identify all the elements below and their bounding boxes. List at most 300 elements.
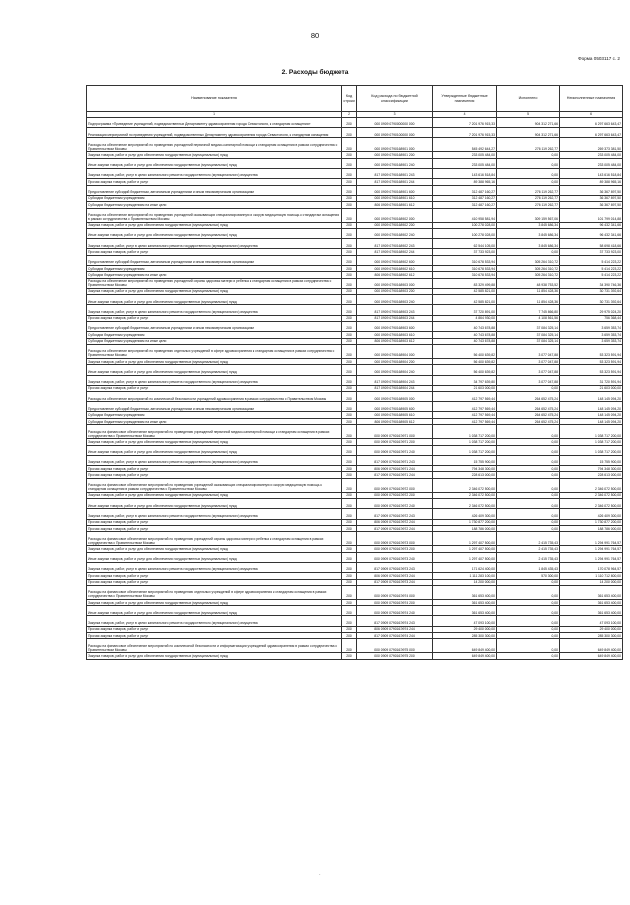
row-executed-cell: 276 119 262,77 — [497, 138, 560, 152]
row-line-code-cell: 200 — [342, 606, 357, 616]
row-approved-cell: 1 297 407 500,00 — [433, 552, 497, 562]
col-header-budget-code: Код расхода по бюджетной классификации — [357, 86, 433, 112]
row-budget-code-cell: 806 0909 079016Э973 244 — [357, 573, 433, 579]
row-budget-code-cell: 000 0909 0790168901 240 — [357, 158, 433, 168]
row-budget-code-cell: 806 0909 0790168901 612 — [357, 202, 433, 208]
col-header-unexecuted: Неисполненные назначения — [560, 86, 623, 112]
table-row — [87, 365, 623, 375]
row-approved-cell: 42 585 821,00 — [433, 295, 497, 305]
row-line-code-cell: 200 — [342, 402, 357, 412]
row-unexecuted-cell: 794 348 300,00 — [560, 466, 623, 472]
row-line-code-cell: 200 — [342, 228, 357, 238]
row-line-code-cell: 200 — [342, 455, 357, 465]
row-approved-cell: 7 201 976 915,33 — [433, 128, 497, 138]
row-approved-cell: 62 544 105,00 — [433, 239, 497, 249]
row-line-code-cell: 200 — [342, 585, 357, 599]
row-name-cell: Иные закупки товаров, работ и услуг для обеспечения государственных (муниципальных) нужд — [87, 228, 342, 238]
table-row — [87, 402, 623, 412]
row-line-code-cell: 200 — [342, 179, 357, 185]
row-budget-code-cell: 000 0909 079016Э971 000 — [357, 425, 433, 439]
row-name-cell: Прочая закупка товаров, работ и услуг — [87, 633, 342, 639]
row-budget-code-cell: 817 0909 0790168901 244 — [357, 179, 433, 185]
row-unexecuted-cell: 361 653 400,00 — [560, 599, 623, 605]
row-name-cell: Прочая закупка товаров, работ и услуг — [87, 519, 342, 525]
row-name-cell: Прочая закупка товаров, работ и услуг — [87, 579, 342, 585]
row-approved-cell: 83 329 499,88 — [433, 278, 497, 288]
row-budget-code-cell: 000 0909 079016Э974 200 — [357, 599, 433, 605]
row-name-cell: Прочая закупка товаров, работ и услуг — [87, 315, 342, 321]
row-line-code-cell: 200 — [342, 338, 357, 344]
row-budget-code-cell: 000 0909 079016Э975 200 — [357, 653, 433, 659]
row-approved-cell: 171 624 400,00 — [433, 562, 497, 572]
row-line-code-cell: 200 — [342, 321, 357, 331]
row-executed-cell: 0,00 — [497, 519, 560, 525]
row-line-code-cell: 200 — [342, 599, 357, 605]
row-executed-cell: 0,00 — [497, 385, 560, 391]
row-executed-cell: 0,00 — [497, 606, 560, 616]
row-executed-cell: 0,00 — [497, 639, 560, 653]
row-budget-code-cell: 000 0909 0790168904 200 — [357, 358, 433, 364]
row-approved-cell: 14 200 000,00 — [433, 579, 497, 585]
row-budget-code-cell: 817 0909 079016Э971 243 — [357, 455, 433, 465]
row-name-cell: Закупка товаров, работ, услуг в целях капитального ремонта государственного (муниципального) имущества — [87, 375, 342, 385]
row-executed-cell: 0,00 — [497, 445, 560, 455]
row-budget-code-cell: 817 0909 079016Э972 243 — [357, 509, 433, 519]
table-row — [87, 138, 623, 152]
row-unexecuted-cell: 426 409 300,00 — [560, 509, 623, 519]
table-row — [87, 118, 623, 128]
row-budget-code-cell: 817 0909 0790168902 244 — [357, 249, 433, 255]
row-line-code-cell: 200 — [342, 295, 357, 305]
row-line-code-cell: 200 — [342, 425, 357, 439]
row-executed-cell: 37 084 325,14 — [497, 332, 560, 338]
row-budget-code-cell: 000 0909 079016Э972 240 — [357, 499, 433, 509]
row-executed-cell: 0,00 — [497, 179, 560, 185]
row-approved-cell: 42 585 821,00 — [433, 288, 497, 294]
row-unexecuted-cell: 6 297 663 643,47 — [560, 128, 623, 138]
row-approved-cell: 361 653 400,00 — [433, 585, 497, 599]
row-executed-cell: 0,00 — [497, 499, 560, 509]
table-header-row — [87, 86, 623, 112]
table-row — [87, 552, 623, 562]
row-line-code-cell: 200 — [342, 573, 357, 579]
row-budget-code-cell: 000 0909 0790168902 000 — [357, 208, 433, 222]
row-name-cell: Расходы на обеспечение мероприятий по приведению учреждений первичной медико-санитарной помощи к стандартам оснащения в рамках сотрудничества с Правительством Москвы — [87, 138, 342, 152]
row-approved-cell: 21 603 000,00 — [433, 385, 497, 391]
row-budget-code-cell: 000 0909 0790168903 240 — [357, 295, 433, 305]
row-approved-cell: 312 487 160,27 — [433, 185, 497, 195]
table-row — [87, 128, 623, 138]
row-executed-cell: 0,00 — [497, 425, 560, 439]
row-line-code-cell: 200 — [342, 185, 357, 195]
row-unexecuted-cell: 15 755 900,00 — [560, 455, 623, 465]
row-executed-cell: 0,00 — [497, 579, 560, 585]
row-line-code-cell: 200 — [342, 392, 357, 402]
row-executed-cell: 3 845 686,34 — [497, 228, 560, 238]
row-name-cell: Предоставление субсидий бюджетным, автономным учреждениям и иным некоммерческим организациям — [87, 321, 342, 331]
row-line-code-cell: 200 — [342, 128, 357, 138]
row-line-code-cell: 200 — [342, 546, 357, 552]
row-unexecuted-cell: 148 145 094,20 — [560, 418, 623, 424]
row-executed-cell: 0,00 — [497, 492, 560, 498]
row-approved-cell: 410 958 581,94 — [433, 208, 497, 222]
row-unexecuted-cell: 1 110 712 800,00 — [560, 573, 623, 579]
row-budget-code-cell: 000 0909 079016Э971 200 — [357, 439, 433, 445]
row-unexecuted-cell: 89 388 965,16 — [560, 179, 623, 185]
table-row — [87, 425, 623, 439]
row-approved-cell: 56 400 639,82 — [433, 358, 497, 364]
row-unexecuted-cell: 5 414 223,22 — [560, 272, 623, 278]
table-row — [87, 509, 623, 519]
table-row — [87, 499, 623, 509]
row-budget-code-cell: 817 0909 0790168901 243 — [357, 168, 433, 178]
row-unexecuted-cell: 649 849 400,00 — [560, 639, 623, 653]
row-name-cell: Прочая закупка товаров, работ и услуг — [87, 385, 342, 391]
row-unexecuted-cell: 3 659 353,74 — [560, 332, 623, 338]
row-unexecuted-cell: 188 786 000,00 — [560, 525, 623, 531]
table-row — [87, 606, 623, 616]
row-unexecuted-cell: 2 346 072 500,00 — [560, 492, 623, 498]
row-name-cell: Прочая закупка товаров, работ и услуг — [87, 179, 342, 185]
table-row — [87, 616, 623, 626]
row-unexecuted-cell: 29 400 000,00 — [560, 626, 623, 632]
row-budget-code-cell: 817 0909 0790168903 243 — [357, 305, 433, 315]
row-name-cell: Иные закупки товаров, работ и услуг для обеспечения государственных (муниципальных) нужд — [87, 158, 342, 168]
row-name-cell: Субсидии бюджетным учреждениям на иные цели — [87, 202, 342, 208]
row-line-code-cell: 200 — [342, 532, 357, 546]
row-line-code-cell: 200 — [342, 509, 357, 519]
table-row — [87, 478, 623, 492]
row-name-cell: Прочая закупка товаров, работ и услуг — [87, 472, 342, 478]
row-name-cell: Иные закупки товаров, работ и услуг для обеспечения государственных (муниципальных) нужд — [87, 606, 342, 616]
row-approved-cell: 412 797 569,44 — [433, 402, 497, 412]
row-executed-cell: 0,00 — [497, 472, 560, 478]
row-unexecuted-cell: 5 414 223,22 — [560, 265, 623, 271]
col-number: 2 — [342, 112, 357, 118]
row-executed-cell: 4 108 561,56 — [497, 315, 560, 321]
row-approved-cell: 310 678 533,94 — [433, 255, 497, 265]
row-line-code-cell: 200 — [342, 525, 357, 531]
row-unexecuted-cell: 30 731 392,64 — [560, 295, 623, 305]
budget-expenses-table — [86, 85, 623, 660]
row-executed-cell: 0,00 — [497, 585, 560, 599]
row-unexecuted-cell: 3 659 353,74 — [560, 338, 623, 344]
row-executed-cell: 37 084 325,14 — [497, 321, 560, 331]
row-name-cell: Прочая закупка товаров, работ и услуг — [87, 626, 342, 632]
row-line-code-cell: 200 — [342, 492, 357, 498]
row-approved-cell: 2 346 072 500,00 — [433, 492, 497, 498]
row-line-code-cell: 200 — [342, 222, 357, 228]
row-approved-cell: 412 797 569,44 — [433, 418, 497, 424]
row-approved-cell: 426 409 300,00 — [433, 509, 497, 519]
row-line-code-cell: 200 — [342, 365, 357, 375]
row-unexecuted-cell: 1 294 991 764,57 — [560, 546, 623, 552]
row-executed-cell: 0,00 — [497, 525, 560, 531]
table-row — [87, 239, 623, 249]
row-approved-cell: 794 348 300,00 — [433, 466, 497, 472]
row-unexecuted-cell: 53 323 591,94 — [560, 358, 623, 364]
row-executed-cell: 0,00 — [497, 478, 560, 492]
row-approved-cell: 4 864 930,00 — [433, 315, 497, 321]
row-line-code-cell: 200 — [342, 439, 357, 445]
row-executed-cell: 3 077 047,88 — [497, 375, 560, 385]
row-budget-code-cell: 817 0909 0790168902 243 — [357, 239, 433, 249]
row-approved-cell: 1 730 877 200,00 — [433, 519, 497, 525]
scan-mark: · — [319, 872, 321, 878]
col-number: 4 — [433, 112, 497, 118]
row-budget-code-cell: 000 0909 0790100000 000 — [357, 128, 433, 138]
row-unexecuted-cell: 21 603 000,00 — [560, 385, 623, 391]
row-name-cell: Расходы на финансовое обеспечение мероприятий по приведению учреждений первичной медико-санитарной помощи к стандартам оснащения в рамках сотрудничества с Правительством Москвы — [87, 425, 342, 439]
row-line-code-cell: 200 — [342, 315, 357, 321]
row-executed-cell: 3 077 047,88 — [497, 344, 560, 358]
row-approved-cell: 312 487 160,27 — [433, 202, 497, 208]
row-line-code-cell: 200 — [342, 478, 357, 492]
row-executed-cell: 264 652 475,24 — [497, 412, 560, 418]
row-line-code-cell: 200 — [342, 358, 357, 364]
row-executed-cell: 570 300,00 — [497, 573, 560, 579]
table-row — [87, 532, 623, 546]
row-unexecuted-cell: 143 616 518,84 — [560, 168, 623, 178]
row-unexecuted-cell: 3 659 353,74 — [560, 321, 623, 331]
row-line-code-cell: 200 — [342, 412, 357, 418]
row-name-cell: Расходы на финансовое обеспечение мероприятий по приведению отдельных учреждений в сфере здравоохранения к стандартам оснащения в рамках сотрудничества с Правительством Москвы — [87, 585, 342, 599]
row-unexecuted-cell: 228 613 000,00 — [560, 472, 623, 478]
row-budget-code-cell: 000 0909 0790168902 200 — [357, 222, 433, 228]
row-executed-cell: 264 652 475,24 — [497, 392, 560, 402]
row-approved-cell: 285 300 300,00 — [433, 633, 497, 639]
table-row — [87, 455, 623, 465]
row-budget-code-cell: 000 0909 0790168903 600 — [357, 321, 433, 331]
col-number: 5 — [497, 112, 560, 118]
row-unexecuted-cell: 6 297 663 643,47 — [560, 118, 623, 128]
row-unexecuted-cell: 170 078 964,57 — [560, 562, 623, 572]
row-name-cell: Расходы на финансовое обеспечение мероприятий по приведению учреждений оказывающих специализированную и скорую медицинскую помощь к стандартам оснащения в рамках сотрудничества с Правительством Москвы — [87, 478, 342, 492]
table-row — [87, 305, 623, 315]
row-unexecuted-cell: 756 368,44 — [560, 315, 623, 321]
form-code: Форма 0503117 с. 2 — [578, 56, 620, 61]
row-name-cell: Закупка товаров, работ и услуг для обеспечения государственных (муниципальных) нужд — [87, 288, 342, 294]
row-unexecuted-cell: 53 323 591,94 — [560, 344, 623, 358]
row-line-code-cell: 200 — [342, 472, 357, 478]
row-approved-cell: 89 388 965,16 — [433, 179, 497, 185]
row-executed-cell: 2 415 735,43 — [497, 532, 560, 546]
row-unexecuted-cell: 29 975 024,20 — [560, 305, 623, 315]
row-unexecuted-cell: 1 730 877 200,00 — [560, 519, 623, 525]
row-line-code-cell: 200 — [342, 375, 357, 385]
row-name-cell: Закупка товаров, работ, услуг в целях капитального ремонта государственного (муниципального) имущества — [87, 305, 342, 315]
row-approved-cell: 310 678 533,94 — [433, 272, 497, 278]
row-budget-code-cell: 000 0909 0790168903 610 — [357, 332, 433, 338]
row-line-code-cell: 200 — [342, 445, 357, 455]
row-budget-code-cell: 000 0909 0790168901 610 — [357, 195, 433, 201]
row-line-code-cell: 200 — [342, 118, 357, 128]
row-name-cell: Расходы на финансовое обеспечение мероприятий по приведению учреждений охраны здоровья матери и ребенка к стандартам оснащения в рамках сотрудничества с Правительством Москвы — [87, 532, 342, 546]
row-approved-cell: 233 005 484,00 — [433, 152, 497, 158]
row-unexecuted-cell: 96 432 341,66 — [560, 228, 623, 238]
row-approved-cell: 412 797 569,44 — [433, 412, 497, 418]
row-executed-cell: 3 077 047,88 — [497, 365, 560, 375]
row-budget-code-cell: 000 0909 0790168904 000 — [357, 344, 433, 358]
row-name-cell: Субсидии бюджетным учреждениям на иные цели — [87, 418, 342, 424]
row-budget-code-cell: 817 0909 0790168903 244 — [357, 315, 433, 321]
row-approved-cell: 47 093 100,00 — [433, 616, 497, 626]
row-line-code-cell: 200 — [342, 272, 357, 278]
row-name-cell: Расходы на обеспечение мероприятий по приведению отдельных учреждений в сфере здравоохранения к стандартам оснащения в рамках сотрудничества с Правительством Москвы — [87, 344, 342, 358]
row-budget-code-cell: 000 0909 0790168903 000 — [357, 278, 433, 288]
row-unexecuted-cell: 37 733 923,00 — [560, 249, 623, 255]
row-line-code-cell: 200 — [342, 168, 357, 178]
row-executed-cell: 0,00 — [497, 633, 560, 639]
row-name-cell: Прочая закупка товаров, работ и услуг — [87, 525, 342, 531]
row-line-code-cell: 200 — [342, 616, 357, 626]
row-name-cell: Субсидии бюджетным учреждениям — [87, 332, 342, 338]
row-approved-cell: 312 487 160,27 — [433, 195, 497, 201]
row-approved-cell: 188 786 000,00 — [433, 525, 497, 531]
row-line-code-cell: 200 — [342, 255, 357, 265]
row-executed-cell: 48 938 753,52 — [497, 278, 560, 288]
table-row — [87, 185, 623, 195]
row-name-cell: Прочая закупка товаров, работ и услуг — [87, 466, 342, 472]
row-budget-code-cell: 000 0909 0790168901 000 — [357, 138, 433, 152]
row-name-cell: Закупка товаров, работ, услуг в целях капитального ремонта государственного (муниципального) имущества — [87, 562, 342, 572]
row-name-cell: Субсидии бюджетным учреждениям на иные цели — [87, 338, 342, 344]
row-budget-code-cell: 000 0909 0790168902 610 — [357, 265, 433, 271]
row-line-code-cell: 200 — [342, 385, 357, 391]
row-executed-cell: 276 119 262,77 — [497, 195, 560, 201]
row-unexecuted-cell: 649 849 400,00 — [560, 653, 623, 659]
row-budget-code-cell: 000 0909 079016Э972 000 — [357, 478, 433, 492]
row-unexecuted-cell: 36 367 897,50 — [560, 202, 623, 208]
row-approved-cell: 40 743 678,88 — [433, 338, 497, 344]
row-line-code-cell: 200 — [342, 499, 357, 509]
table-row — [87, 653, 623, 659]
row-name-cell: Прочая закупка товаров, работ и услуг — [87, 249, 342, 255]
row-line-code-cell: 200 — [342, 418, 357, 424]
row-budget-code-cell: 806 0909 079016Э974 244 — [357, 626, 433, 632]
table-row — [87, 445, 623, 455]
row-name-cell: Иные закупки товаров, работ и услуг для обеспечения государственных (муниципальных) нужд — [87, 499, 342, 509]
row-budget-code-cell: 817 0909 079016Э971 244 — [357, 472, 433, 478]
row-name-cell: Реализация мероприятий по приведению учреждений, подведомственных Департаменту здравоохранения города Севастополя, к стандартам оснащения — [87, 128, 342, 138]
col-header-executed: Исполнено — [497, 86, 560, 112]
row-executed-cell: 3 845 686,34 — [497, 239, 560, 249]
row-executed-cell: 1 845 435,43 — [497, 562, 560, 572]
row-executed-cell: 3 077 047,88 — [497, 358, 560, 364]
row-unexecuted-cell: 233 005 484,00 — [560, 152, 623, 158]
row-line-code-cell: 200 — [342, 579, 357, 585]
row-line-code-cell: 200 — [342, 562, 357, 572]
row-line-code-cell: 200 — [342, 332, 357, 338]
row-name-cell: Закупка товаров, работ и услуг для обеспечения государственных (муниципальных) нужд — [87, 222, 342, 228]
row-name-cell: Закупка товаров, работ и услуг для обеспечения государственных (муниципальных) нужд — [87, 492, 342, 498]
row-name-cell: Закупка товаров, работ и услуг для обеспечения государственных (муниципальных) нужд — [87, 439, 342, 445]
row-budget-code-cell: 817 0909 079016Э974 243 — [357, 616, 433, 626]
row-approved-cell: 1 038 717 200,00 — [433, 425, 497, 439]
row-executed-cell: 305 264 310,72 — [497, 255, 560, 265]
row-executed-cell: 264 652 475,24 — [497, 418, 560, 424]
row-name-cell: Расходы на обеспечение мероприятий по комплексной безопасности учреждений здравоохранения в рамках сотрудничества с Правительством Москвы — [87, 392, 342, 402]
row-line-code-cell: 200 — [342, 344, 357, 358]
row-executed-cell: 264 652 475,24 — [497, 402, 560, 412]
row-name-cell: Закупка товаров, работ, услуг в целях капитального ремонта государственного (муниципального) имущества — [87, 168, 342, 178]
row-executed-cell: 276 119 262,77 — [497, 202, 560, 208]
row-executed-cell: 305 264 310,72 — [497, 265, 560, 271]
row-approved-cell: 228 613 000,00 — [433, 472, 497, 478]
row-approved-cell: 1 038 717 200,00 — [433, 439, 497, 445]
row-name-cell: Закупка товаров, работ, услуг в целях капитального ремонта государственного (муниципального) имущества — [87, 616, 342, 626]
row-unexecuted-cell: 148 145 094,20 — [560, 392, 623, 402]
row-approved-cell: 412 797 569,44 — [433, 392, 497, 402]
row-unexecuted-cell: 36 367 897,50 — [560, 185, 623, 195]
row-budget-code-cell: 817 0909 079016Э973 244 — [357, 579, 433, 585]
table-body — [87, 118, 623, 660]
table-row — [87, 295, 623, 305]
row-budget-code-cell: 817 0909 079016Э974 244 — [357, 633, 433, 639]
row-executed-cell: 0,00 — [497, 158, 560, 168]
row-budget-code-cell: 000 0909 0790168901 200 — [357, 152, 433, 158]
row-approved-cell: 2 346 072 500,00 — [433, 478, 497, 492]
row-budget-code-cell: 000 0909 079016Э974 240 — [357, 606, 433, 616]
row-unexecuted-cell: 361 653 400,00 — [560, 606, 623, 616]
row-approved-cell: 649 849 400,00 — [433, 653, 497, 659]
table-row — [87, 562, 623, 572]
col-header-approved: Утвержденные бюджетные назначения — [433, 86, 497, 112]
row-unexecuted-cell: 30 731 392,64 — [560, 288, 623, 294]
row-executed-cell: 3 845 686,34 — [497, 222, 560, 228]
row-unexecuted-cell: 148 145 094,20 — [560, 402, 623, 412]
col-number: 6 — [560, 112, 623, 118]
row-unexecuted-cell: 5 414 223,22 — [560, 255, 623, 265]
table-row — [87, 375, 623, 385]
row-budget-code-cell: 000 0909 0790168905 610 — [357, 412, 433, 418]
row-executed-cell: 0,00 — [497, 653, 560, 659]
row-budget-code-cell: 000 0909 079016Э971 240 — [357, 445, 433, 455]
row-line-code-cell: 200 — [342, 552, 357, 562]
row-executed-cell: 305 264 310,72 — [497, 272, 560, 278]
row-approved-cell: 2 346 072 500,00 — [433, 499, 497, 509]
row-approved-cell: 361 653 400,00 — [433, 599, 497, 605]
row-approved-cell: 100 278 028,00 — [433, 228, 497, 238]
row-unexecuted-cell: 361 653 400,00 — [560, 585, 623, 599]
row-approved-cell: 1 297 407 500,00 — [433, 532, 497, 546]
row-unexecuted-cell: 58 698 418,66 — [560, 239, 623, 249]
row-approved-cell: 100 278 028,00 — [433, 222, 497, 228]
row-name-cell: Субсидии бюджетным учреждениям на иные цели — [87, 272, 342, 278]
row-line-code-cell: 200 — [342, 288, 357, 294]
row-line-code-cell: 200 — [342, 202, 357, 208]
row-line-code-cell: 200 — [342, 626, 357, 632]
col-header-name: Наименование показателя — [87, 86, 342, 112]
row-executed-cell: 0,00 — [497, 152, 560, 158]
row-executed-cell: 309 159 567,06 — [497, 208, 560, 222]
row-name-cell: Расходы на финансовое обеспечение мероприятий по комплексной безопасности и информатизации учреждений здравоохранения в рамках сотрудничества с Правительством Москвы — [87, 639, 342, 653]
row-name-cell: Предоставление субсидий бюджетным, автономным учреждениям и иным некоммерческим организациям — [87, 255, 342, 265]
row-budget-code-cell: 000 0909 0790168904 240 — [357, 365, 433, 375]
row-executed-cell: 37 084 325,14 — [497, 338, 560, 344]
row-budget-code-cell: 806 0909 0790168902 612 — [357, 272, 433, 278]
table-row — [87, 208, 623, 222]
row-line-code-cell: 200 — [342, 138, 357, 152]
row-name-cell: Субсидии бюджетным учреждениям — [87, 265, 342, 271]
row-approved-cell: 361 653 400,00 — [433, 606, 497, 616]
row-budget-code-cell: 000 0909 0790168901 600 — [357, 185, 433, 195]
col-number: 3 — [357, 112, 433, 118]
row-budget-code-cell: 806 0909 0790168903 612 — [357, 338, 433, 344]
row-line-code-cell: 200 — [342, 249, 357, 255]
row-name-cell: Закупка товаров, работ и услуг для обеспечения государственных (муниципальных) нужд — [87, 152, 342, 158]
table-row — [87, 639, 623, 653]
